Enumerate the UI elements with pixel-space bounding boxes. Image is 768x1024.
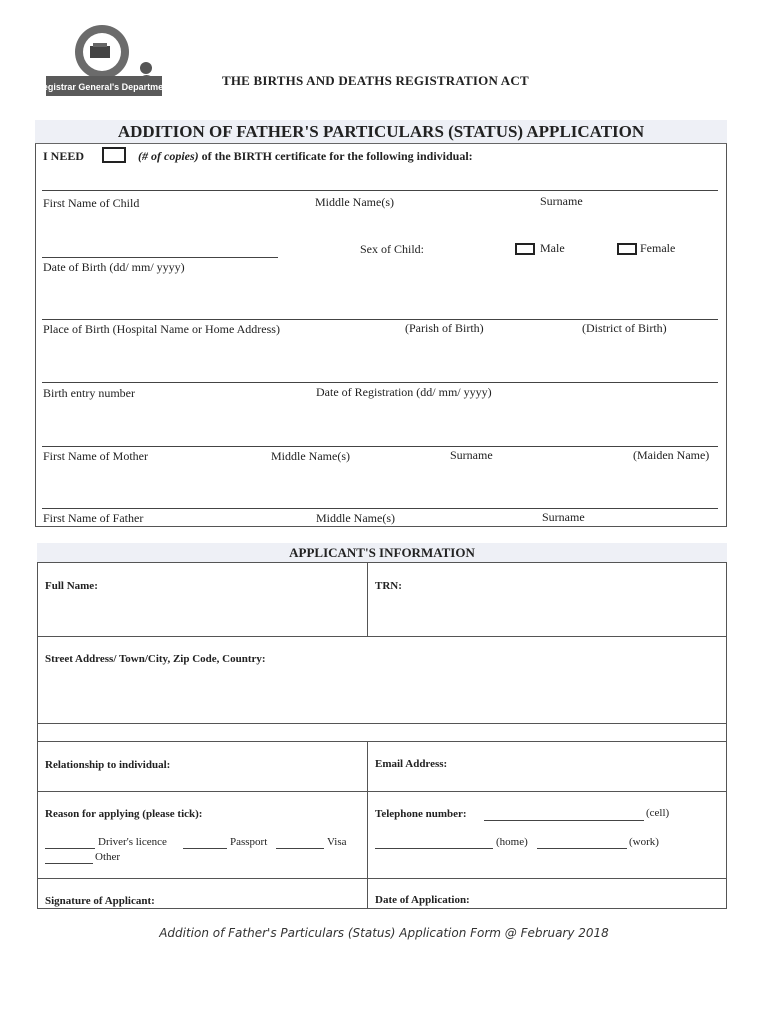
child-name-line[interactable]	[42, 190, 718, 191]
drivers-tick-line[interactable]	[45, 848, 95, 849]
cell-label: (cell)	[646, 807, 670, 819]
date-registration-label: Date of Registration (dd/ mm/ yyyy)	[316, 385, 492, 399]
email-field[interactable]: Email Address:	[375, 758, 448, 770]
child-middle-name-label: Middle Name(s)	[315, 195, 394, 209]
male-label: Male	[540, 241, 565, 255]
divider	[367, 563, 368, 636]
passport-tick-line[interactable]	[183, 848, 227, 849]
work-line[interactable]	[537, 848, 627, 849]
drivers-label: Driver's licence	[98, 836, 167, 848]
copies-note: (# of copies)	[138, 149, 199, 163]
svg-text:Registrar General's Department: Registrar General's Department	[36, 82, 172, 92]
home-label: (home)	[496, 836, 528, 848]
divider	[37, 791, 727, 792]
form-title: ADDITION OF FATHER'S PARTICULARS (STATUS) APPLICATION	[35, 120, 727, 144]
place-of-birth-label: Place of Birth (Hospital Name or Home Address)	[43, 322, 280, 336]
work-label: (work)	[629, 836, 659, 848]
male-checkbox[interactable]	[515, 243, 535, 255]
visa-label: Visa	[327, 836, 347, 848]
passport-label: Passport	[230, 836, 268, 848]
mother-surname-label: Surname	[450, 448, 493, 462]
divider	[37, 636, 727, 637]
registrar-general-logo	[36, 22, 172, 98]
full-name-field[interactable]: Full Name:	[45, 580, 98, 592]
dob-label: Date of Birth (dd/ mm/ yyyy)	[43, 260, 185, 274]
trn-field[interactable]: TRN:	[375, 580, 402, 592]
copies-rest: of the BIRTH certificate for the following individual:	[198, 149, 473, 163]
dob-line[interactable]	[42, 257, 278, 258]
reason-label: Reason for applying (please tick):	[45, 808, 203, 820]
signature-field[interactable]: Signature of Applicant:	[45, 895, 155, 907]
divider	[37, 878, 727, 879]
sex-label: Sex of Child:	[360, 242, 425, 256]
act-title: THE BIRTHS AND DEATHS REGISTRATION ACT	[222, 73, 529, 88]
date-application-field[interactable]: Date of Application:	[375, 894, 470, 906]
entry-line[interactable]	[42, 382, 718, 383]
address-field[interactable]: Street Address/ Town/City, Zip Code, Country:	[45, 653, 266, 665]
female-label: Female	[640, 241, 676, 255]
divider	[37, 723, 727, 724]
mother-line[interactable]	[42, 446, 718, 447]
father-middle-name-label: Middle Name(s)	[316, 511, 395, 525]
copies-text	[138, 149, 473, 164]
father-line[interactable]	[42, 508, 718, 509]
form-footer: Addition of Father's Particulars (Status) Application Form @ February 2018	[159, 926, 609, 940]
cell-line[interactable]	[484, 820, 644, 821]
relationship-field[interactable]: Relationship to individual:	[45, 759, 171, 771]
applicant-header: APPLICANT'S INFORMATION	[37, 543, 727, 563]
divider	[367, 741, 368, 909]
mother-maiden-label: (Maiden Name)	[633, 448, 710, 462]
parish-label: (Parish of Birth)	[405, 321, 484, 335]
other-label: Other	[95, 851, 121, 863]
divider	[37, 741, 727, 742]
telephone-label: Telephone number:	[375, 808, 467, 820]
entry-number-label: Birth entry number	[43, 386, 135, 400]
place-of-birth-line[interactable]	[42, 319, 718, 320]
ineed-label: I NEED	[43, 149, 85, 163]
father-surname-label: Surname	[542, 510, 585, 524]
father-first-name-label: First Name of Father	[43, 511, 144, 525]
female-checkbox[interactable]	[617, 243, 637, 255]
applicant-section	[37, 543, 727, 909]
mother-middle-name-label: Middle Name(s)	[271, 449, 350, 463]
mother-first-name-label: First Name of Mother	[43, 449, 148, 463]
other-tick-line[interactable]	[45, 863, 93, 864]
child-surname-label: Surname	[540, 194, 583, 208]
child-first-name-label: First Name of Child	[43, 196, 140, 210]
district-label: (District of Birth)	[582, 321, 667, 335]
visa-tick-line[interactable]	[276, 848, 324, 849]
copies-input[interactable]	[102, 147, 126, 163]
home-line[interactable]	[375, 848, 493, 849]
